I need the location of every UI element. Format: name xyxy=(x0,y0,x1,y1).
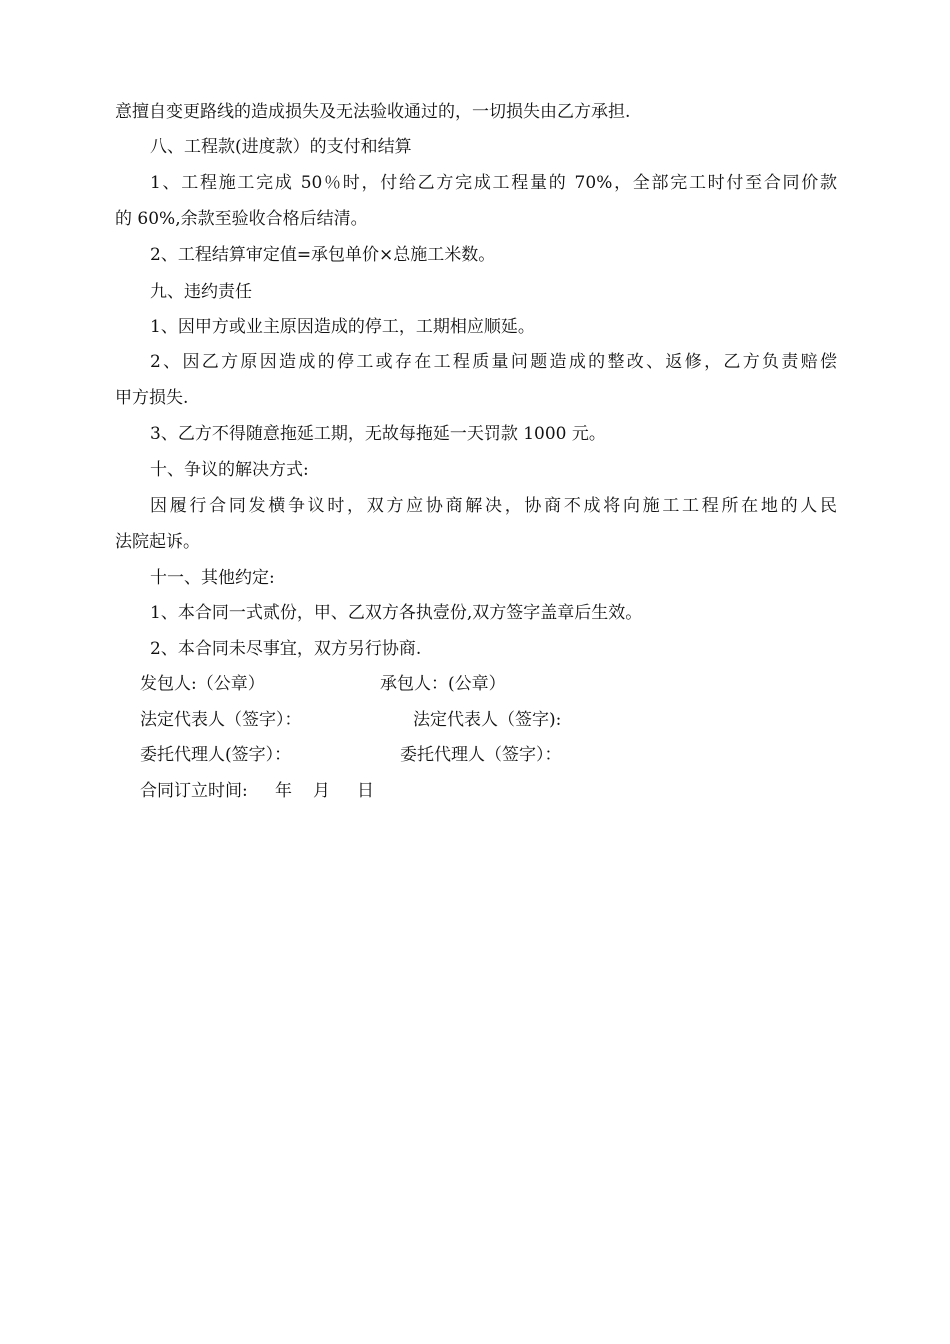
section-heading-payment: 八、工程款(进度款）的支付和结算 xyxy=(150,137,412,157)
party-b-agent-label: 委托代理人（签字）： xyxy=(400,745,562,765)
paragraph-line: 法院起诉。 xyxy=(115,532,200,552)
date-year-label: 年 xyxy=(275,781,292,801)
paragraph-line: 意擅自变更路线的造成损失及无法验收通过的，一切损失由乙方承担. xyxy=(115,102,631,122)
paragraph-line: 1、本合同一式贰份，甲、乙双方各执壹份,双方签字盖章后生效。 xyxy=(150,603,643,623)
party-a-seal-label: 发包人:（公章） xyxy=(140,674,265,694)
paragraph-line: 2、工程结算审定值=承包单价×总施工米数。 xyxy=(150,245,496,265)
section-heading-breach: 九、违约责任 xyxy=(150,282,252,302)
section-heading-other: 十一、其他约定: xyxy=(150,568,275,588)
date-month-label: 月 xyxy=(313,781,330,801)
paragraph-line: 甲方损失. xyxy=(115,388,189,408)
party-b-representative-label: 法定代表人（签字): xyxy=(413,710,562,730)
section-heading-dispute: 十、争议的解决方式: xyxy=(150,460,309,480)
party-a-representative-label: 法定代表人（签字）： xyxy=(140,710,302,730)
contract-date-label: 合同订立时间: xyxy=(140,781,248,801)
paragraph-line: 因履行合同发横争议时，双方应协商解决，协商不成将向施工工程所在地的人民 xyxy=(150,496,837,516)
date-day-label: 日 xyxy=(357,781,374,801)
paragraph-line: 的 60%,余款至验收合格后结清。 xyxy=(115,209,368,229)
paragraph-line: 2、本合同未尽事宜，双方另行协商. xyxy=(150,639,422,659)
party-a-agent-label: 委托代理人(签字）： xyxy=(140,745,292,765)
paragraph-line: 2、因乙方原因造成的停工或存在工程质量问题造成的整改、返修，乙方负责赔偿 xyxy=(150,352,837,372)
party-b-seal-label: 承包人：(公章） xyxy=(380,674,506,694)
paragraph-line: 3、乙方不得随意拖延工期，无故每拖延一天罚款 1000 元。 xyxy=(150,424,606,444)
paragraph-line: 1、工程施工完成 50％时，付给乙方完成工程量的 70%，全部完工时付至合同价款 xyxy=(150,173,837,193)
paragraph-line: 1、因甲方或业主原因造成的停工，工期相应顺延。 xyxy=(150,317,535,337)
